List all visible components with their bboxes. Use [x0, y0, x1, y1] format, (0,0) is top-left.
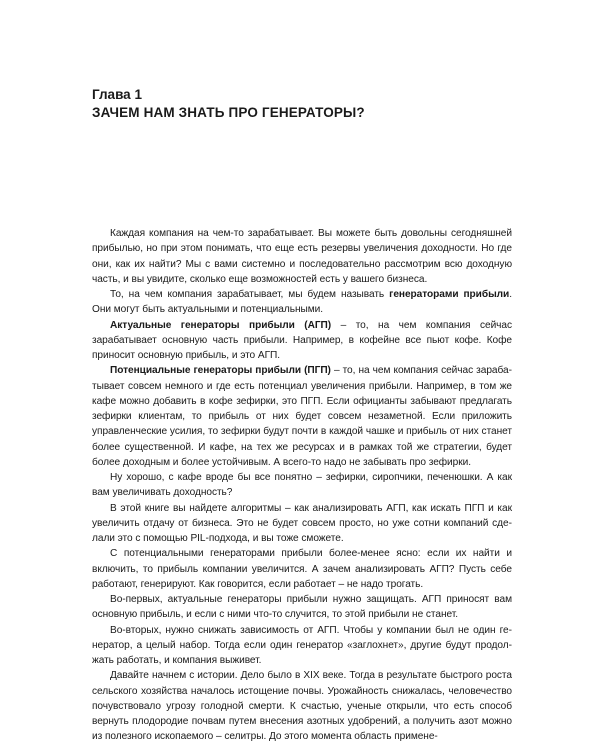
paragraph	[92, 592, 512, 623]
text-run: – то, на чем компания сейчас зарабатывает основную часть прибыли. Например, в кофейне все пьют кофе. Кофе приносит основную прибыль, и это АГП.	[92, 319, 512, 361]
paragraph	[92, 501, 512, 547]
text-run: Во-вторых, нужно снижать зависимость от АГП. Чтобы у компании был не один генератор, а целый набор. Тогда если один генератор «заглохнет», другие будут продолжать работать, и компания выживет.	[92, 624, 512, 666]
bold-term: Потенциальные генераторы прибыли (ПГП)	[110, 365, 331, 377]
paragraph	[92, 363, 512, 470]
chapter-title: ЗАЧЕМ НАМ ЗНАТЬ ПРО ГЕНЕРАТОРЫ?	[92, 105, 365, 120]
paragraph	[92, 546, 512, 592]
paragraph	[92, 623, 512, 669]
text-run: – то, на чем компания сейчас зарабатывает совсем немного и где есть потенциал увеличения прибыли. Например, в том же кафе можно добавить в кофе зефирки, это ПГП. Если официанты забывают предлагать зефирки клиентам, то прибыль от них будет совсем незаметной. Если приложить управленческие усилия, то зефирки будут почти в каждой чашке и прибыль от них станет более существенной. И кафе, на тех же ресурсах и в рамках той же стратегии, будет более доходным и более устойчивым. А всего-то надо не забывать про зефирки.	[92, 365, 512, 468]
bold-term: генераторами прибыли	[389, 289, 510, 300]
text-run: Во-первых, актуальные генераторы прибыли нужно защищать. АГП приносят вам основную прибыль, и если с ними что-то случится, то этой прибыли не станет.	[92, 594, 512, 621]
paragraph	[92, 318, 512, 364]
chapter-body	[92, 226, 512, 745]
text-run: То, на чем компания зарабатывает, мы будем называть	[110, 289, 390, 300]
text-run: Давайте начнем с истории. Дело было в XIX веке. Тогда в результате быстрого роста сельского хозяйства началось истощение почвы. Урожайность снижалась, человечество почувствовало угрозу голодной смерти. К счастью, ученые открыли, что есть способ вернуть плодородие почвам путем внесения азотных удобрений, а получить азот можно из полезного ископаемого – селитры. До этого момента область примене-	[92, 670, 512, 743]
paragraph	[92, 470, 512, 501]
chapter-number: Глава 1	[92, 87, 142, 102]
text-run: Каждая компания на чем-то зарабатывает. Вы можете быть довольны сегодняшней прибылью, но при этом понимать, что еще есть резервы увеличения доходности. Но где они, как их найти? Мы с вами системно и последовательно рассмотрим всю доходную часть, и вы увидите, сколько еще возможностей есть у вашего бизнеса.	[92, 228, 512, 285]
text-run: В этой книге вы найдете алгоритмы – как анализировать АГП, как искать ПГП и как увеличить отдачу от бизнеса. Это не будет совсем просто, но уже сотни компаний сделали это с помощью PIL-подхода, и вы тоже сможете.	[92, 502, 512, 544]
chapter-header	[92, 86, 532, 122]
paragraph	[92, 668, 512, 744]
text-run: . Они могут быть актуальными и потенциальными.	[92, 289, 512, 316]
bold-term: Актуальные генераторы прибыли (АГП)	[110, 319, 332, 331]
text-run: Ну хорошо, с кафе вроде бы все понятно – зефирки, сиропчики, печенюшки. А как вам увеличивать доходность?	[92, 472, 512, 499]
paragraph	[92, 226, 512, 287]
paragraph	[92, 287, 512, 318]
text-run: С потенциальными генераторами прибыли более-менее ясно: если их найти и включить, то прибыль компании увеличится. А зачем анализировать АГП? Пусть себе работают, генерируют. Как говорится, если работает – не надо трогать.	[92, 548, 512, 590]
